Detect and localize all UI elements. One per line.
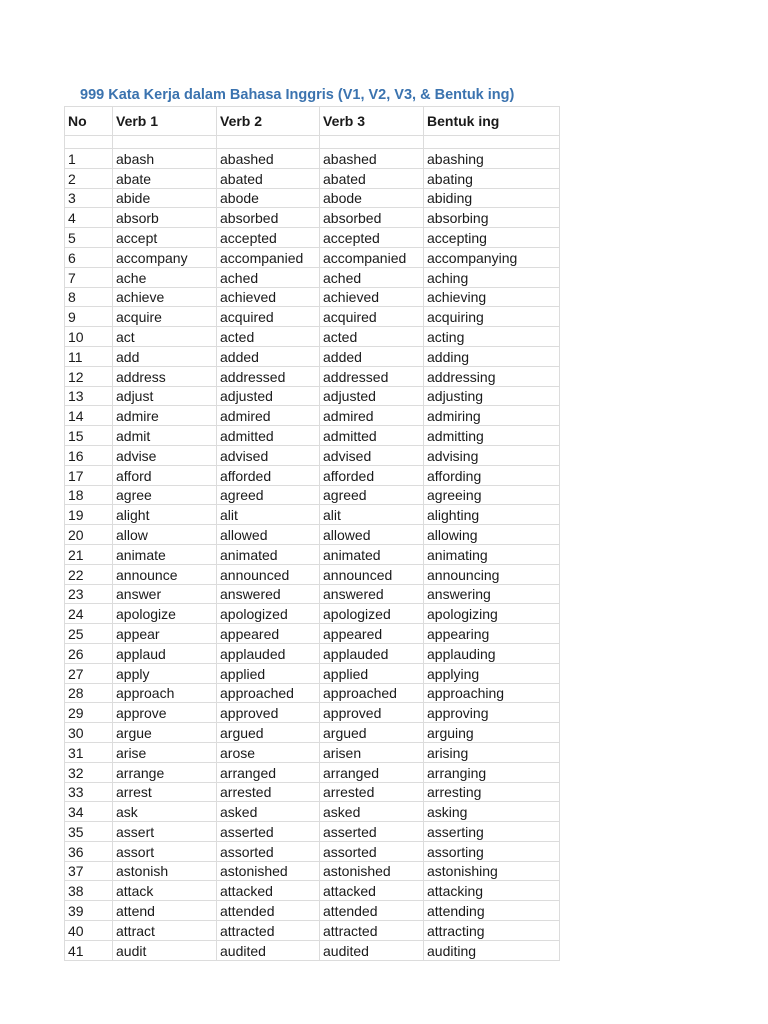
cell-no: 4 (65, 208, 113, 228)
cell-bentuk-ing: attacking (424, 881, 560, 901)
cell-verb-2: attracted (217, 921, 320, 941)
cell-verb-2: audited (217, 940, 320, 960)
cell-no: 30 (65, 723, 113, 743)
cell-verb-3: advised (320, 445, 424, 465)
cell-verb-2: applied (217, 663, 320, 683)
cell-verb-3: admired (320, 406, 424, 426)
cell-verb-3: attacked (320, 881, 424, 901)
cell-verb-2: achieved (217, 287, 320, 307)
cell-no: 13 (65, 386, 113, 406)
cell-bentuk-ing: achieving (424, 287, 560, 307)
table-row (65, 228, 560, 248)
cell-verb-3: added (320, 346, 424, 366)
table-row (65, 901, 560, 921)
table-row (65, 723, 560, 743)
table-row (65, 841, 560, 861)
table-row (65, 564, 560, 584)
table-row (65, 445, 560, 465)
table-row (65, 584, 560, 604)
cell-verb-3: admitted (320, 426, 424, 446)
cell-verb-2: agreed (217, 485, 320, 505)
cell-verb-2: applauded (217, 643, 320, 663)
cell-verb-3: assorted (320, 841, 424, 861)
cell-no: 5 (65, 228, 113, 248)
cell-verb-1: astonish (113, 861, 217, 881)
cell-bentuk-ing: attending (424, 901, 560, 921)
cell-verb-3: asserted (320, 822, 424, 842)
cell-verb-1: admire (113, 406, 217, 426)
cell-bentuk-ing: agreeing (424, 485, 560, 505)
cell-verb-1: allow (113, 525, 217, 545)
cell-verb-2: astonished (217, 861, 320, 881)
cell-verb-1: ache (113, 267, 217, 287)
table-row (65, 327, 560, 347)
cell-no: 34 (65, 802, 113, 822)
table-row (65, 742, 560, 762)
cell-no: 41 (65, 940, 113, 960)
cell-verb-1: approach (113, 683, 217, 703)
cell-verb-3: answered (320, 584, 424, 604)
table-spacer-row (65, 136, 560, 149)
cell-verb-3: approved (320, 703, 424, 723)
table-row (65, 822, 560, 842)
cell-verb-1: answer (113, 584, 217, 604)
cell-verb-2: arranged (217, 762, 320, 782)
cell-bentuk-ing: aching (424, 267, 560, 287)
cell-bentuk-ing: animating (424, 544, 560, 564)
cell-verb-1: announce (113, 564, 217, 584)
cell-bentuk-ing: adjusting (424, 386, 560, 406)
cell-verb-1: address (113, 366, 217, 386)
cell-verb-3: absorbed (320, 208, 424, 228)
cell-verb-3: astonished (320, 861, 424, 881)
cell-bentuk-ing: accepting (424, 228, 560, 248)
table-row (65, 485, 560, 505)
cell-bentuk-ing: abiding (424, 188, 560, 208)
table-row (65, 940, 560, 960)
cell-verb-3: arisen (320, 742, 424, 762)
cell-bentuk-ing: admitting (424, 426, 560, 446)
cell-verb-2: arose (217, 742, 320, 762)
table-row (65, 287, 560, 307)
table-row (65, 703, 560, 723)
cell-verb-1: appear (113, 624, 217, 644)
header-verb-1: Verb 1 (113, 107, 217, 136)
cell-verb-1: agree (113, 485, 217, 505)
empty-cell (217, 136, 320, 149)
cell-no: 19 (65, 505, 113, 525)
cell-bentuk-ing: attracting (424, 921, 560, 941)
cell-verb-3: arrested (320, 782, 424, 802)
cell-verb-2: addressed (217, 366, 320, 386)
cell-verb-3: accompanied (320, 247, 424, 267)
cell-verb-1: animate (113, 544, 217, 564)
table-row (65, 386, 560, 406)
cell-verb-3: achieved (320, 287, 424, 307)
cell-verb-1: audit (113, 940, 217, 960)
cell-no: 35 (65, 822, 113, 842)
header-bentuk-ing: Bentuk ing (424, 107, 560, 136)
cell-bentuk-ing: assorting (424, 841, 560, 861)
cell-bentuk-ing: approving (424, 703, 560, 723)
cell-verb-3: addressed (320, 366, 424, 386)
cell-bentuk-ing: announcing (424, 564, 560, 584)
cell-verb-2: acted (217, 327, 320, 347)
empty-cell (113, 136, 217, 149)
cell-verb-1: applaud (113, 643, 217, 663)
cell-bentuk-ing: arising (424, 742, 560, 762)
cell-no: 21 (65, 544, 113, 564)
cell-bentuk-ing: arresting (424, 782, 560, 802)
cell-verb-1: abate (113, 168, 217, 188)
cell-verb-3: adjusted (320, 386, 424, 406)
page-title: 999 Kata Kerja dalam Bahasa Inggris (V1, V2, V3, & Bentuk ing) (80, 87, 515, 103)
table-row (65, 921, 560, 941)
cell-verb-1: advise (113, 445, 217, 465)
cell-verb-1: attack (113, 881, 217, 901)
table-row (65, 782, 560, 802)
cell-verb-3: approached (320, 683, 424, 703)
cell-bentuk-ing: abating (424, 168, 560, 188)
cell-verb-2: acquired (217, 307, 320, 327)
cell-verb-2: added (217, 346, 320, 366)
cell-bentuk-ing: auditing (424, 940, 560, 960)
table-row (65, 149, 560, 169)
cell-no: 7 (65, 267, 113, 287)
cell-bentuk-ing: astonishing (424, 861, 560, 881)
cell-bentuk-ing: applauding (424, 643, 560, 663)
cell-verb-3: apologized (320, 604, 424, 624)
cell-verb-1: acquire (113, 307, 217, 327)
cell-verb-3: accepted (320, 228, 424, 248)
cell-verb-3: abated (320, 168, 424, 188)
cell-verb-3: allowed (320, 525, 424, 545)
cell-verb-3: applied (320, 663, 424, 683)
cell-verb-2: argued (217, 723, 320, 743)
cell-no: 29 (65, 703, 113, 723)
cell-no: 20 (65, 525, 113, 545)
cell-verb-1: assert (113, 822, 217, 842)
cell-no: 3 (65, 188, 113, 208)
table-row (65, 406, 560, 426)
header-verb-3: Verb 3 (320, 107, 424, 136)
cell-bentuk-ing: affording (424, 465, 560, 485)
table-row (65, 307, 560, 327)
cell-verb-2: animated (217, 544, 320, 564)
cell-verb-2: abated (217, 168, 320, 188)
cell-verb-3: afforded (320, 465, 424, 485)
table-row (65, 861, 560, 881)
cell-no: 40 (65, 921, 113, 941)
cell-bentuk-ing: asserting (424, 822, 560, 842)
cell-no: 1 (65, 149, 113, 169)
cell-bentuk-ing: abashing (424, 149, 560, 169)
cell-no: 16 (65, 445, 113, 465)
cell-verb-3: acted (320, 327, 424, 347)
table-row (65, 683, 560, 703)
cell-verb-3: announced (320, 564, 424, 584)
cell-bentuk-ing: advising (424, 445, 560, 465)
cell-verb-2: advised (217, 445, 320, 465)
cell-no: 24 (65, 604, 113, 624)
cell-bentuk-ing: approaching (424, 683, 560, 703)
cell-verb-1: attend (113, 901, 217, 921)
cell-bentuk-ing: addressing (424, 366, 560, 386)
cell-verb-2: announced (217, 564, 320, 584)
header-no: No (65, 107, 113, 136)
cell-verb-1: abash (113, 149, 217, 169)
cell-no: 6 (65, 247, 113, 267)
cell-verb-2: allowed (217, 525, 320, 545)
table-row (65, 663, 560, 683)
cell-verb-1: achieve (113, 287, 217, 307)
cell-verb-1: adjust (113, 386, 217, 406)
verb-table (64, 106, 560, 961)
cell-bentuk-ing: arranging (424, 762, 560, 782)
cell-verb-3: abashed (320, 149, 424, 169)
cell-bentuk-ing: absorbing (424, 208, 560, 228)
table-row (65, 643, 560, 663)
cell-no: 14 (65, 406, 113, 426)
table-row (65, 544, 560, 564)
cell-verb-2: arrested (217, 782, 320, 802)
cell-verb-2: alit (217, 505, 320, 525)
cell-verb-1: assort (113, 841, 217, 861)
cell-verb-3: ached (320, 267, 424, 287)
cell-verb-2: absorbed (217, 208, 320, 228)
cell-bentuk-ing: adding (424, 346, 560, 366)
cell-verb-2: admired (217, 406, 320, 426)
cell-verb-1: accompany (113, 247, 217, 267)
cell-bentuk-ing: acquiring (424, 307, 560, 327)
cell-no: 31 (65, 742, 113, 762)
cell-verb-2: attacked (217, 881, 320, 901)
cell-verb-1: act (113, 327, 217, 347)
cell-verb-2: abode (217, 188, 320, 208)
cell-verb-1: add (113, 346, 217, 366)
table-row (65, 762, 560, 782)
cell-no: 23 (65, 584, 113, 604)
cell-no: 28 (65, 683, 113, 703)
cell-verb-2: attended (217, 901, 320, 921)
cell-verb-1: arise (113, 742, 217, 762)
cell-verb-3: attended (320, 901, 424, 921)
cell-verb-2: admitted (217, 426, 320, 446)
cell-verb-1: absorb (113, 208, 217, 228)
cell-no: 12 (65, 366, 113, 386)
cell-no: 25 (65, 624, 113, 644)
cell-bentuk-ing: alighting (424, 505, 560, 525)
cell-no: 18 (65, 485, 113, 505)
empty-cell (65, 136, 113, 149)
cell-verb-2: approved (217, 703, 320, 723)
cell-bentuk-ing: applying (424, 663, 560, 683)
cell-no: 37 (65, 861, 113, 881)
table-row (65, 465, 560, 485)
cell-verb-3: agreed (320, 485, 424, 505)
cell-verb-2: apologized (217, 604, 320, 624)
cell-verb-3: alit (320, 505, 424, 525)
cell-verb-1: ask (113, 802, 217, 822)
cell-verb-3: audited (320, 940, 424, 960)
table-row (65, 346, 560, 366)
table-row (65, 525, 560, 545)
cell-verb-1: alight (113, 505, 217, 525)
cell-bentuk-ing: acting (424, 327, 560, 347)
cell-verb-1: apply (113, 663, 217, 683)
header-verb-2: Verb 2 (217, 107, 320, 136)
cell-verb-3: abode (320, 188, 424, 208)
cell-no: 15 (65, 426, 113, 446)
cell-no: 10 (65, 327, 113, 347)
cell-verb-3: arranged (320, 762, 424, 782)
verb-table-body (65, 107, 560, 961)
cell-no: 33 (65, 782, 113, 802)
cell-verb-1: arrange (113, 762, 217, 782)
cell-bentuk-ing: accompanying (424, 247, 560, 267)
cell-no: 9 (65, 307, 113, 327)
table-row (65, 604, 560, 624)
cell-no: 38 (65, 881, 113, 901)
cell-no: 22 (65, 564, 113, 584)
cell-bentuk-ing: answering (424, 584, 560, 604)
cell-verb-1: abide (113, 188, 217, 208)
cell-verb-1: apologize (113, 604, 217, 624)
cell-bentuk-ing: arguing (424, 723, 560, 743)
table-row (65, 802, 560, 822)
cell-bentuk-ing: admiring (424, 406, 560, 426)
empty-cell (424, 136, 560, 149)
cell-verb-2: answered (217, 584, 320, 604)
cell-verb-3: attracted (320, 921, 424, 941)
cell-no: 36 (65, 841, 113, 861)
cell-verb-2: accepted (217, 228, 320, 248)
cell-no: 2 (65, 168, 113, 188)
cell-verb-2: afforded (217, 465, 320, 485)
cell-verb-2: assorted (217, 841, 320, 861)
cell-verb-2: accompanied (217, 247, 320, 267)
cell-bentuk-ing: appearing (424, 624, 560, 644)
table-row (65, 881, 560, 901)
table-row (65, 188, 560, 208)
table-row (65, 267, 560, 287)
cell-verb-1: admit (113, 426, 217, 446)
table-row (65, 505, 560, 525)
cell-bentuk-ing: allowing (424, 525, 560, 545)
cell-verb-2: approached (217, 683, 320, 703)
cell-verb-2: adjusted (217, 386, 320, 406)
cell-verb-3: asked (320, 802, 424, 822)
cell-verb-1: approve (113, 703, 217, 723)
cell-no: 17 (65, 465, 113, 485)
cell-verb-2: asked (217, 802, 320, 822)
table-row (65, 624, 560, 644)
cell-verb-2: asserted (217, 822, 320, 842)
table-header-row (65, 107, 560, 136)
cell-verb-1: arrest (113, 782, 217, 802)
cell-verb-3: appeared (320, 624, 424, 644)
table-row (65, 426, 560, 446)
cell-verb-2: abashed (217, 149, 320, 169)
table-row (65, 208, 560, 228)
cell-verb-1: accept (113, 228, 217, 248)
cell-verb-3: acquired (320, 307, 424, 327)
cell-verb-1: argue (113, 723, 217, 743)
cell-verb-3: animated (320, 544, 424, 564)
cell-verb-3: applauded (320, 643, 424, 663)
cell-no: 8 (65, 287, 113, 307)
cell-verb-2: appeared (217, 624, 320, 644)
cell-verb-1: attract (113, 921, 217, 941)
cell-verb-2: ached (217, 267, 320, 287)
cell-bentuk-ing: asking (424, 802, 560, 822)
cell-no: 27 (65, 663, 113, 683)
cell-no: 39 (65, 901, 113, 921)
cell-no: 32 (65, 762, 113, 782)
table-row (65, 168, 560, 188)
cell-no: 26 (65, 643, 113, 663)
cell-verb-3: argued (320, 723, 424, 743)
table-row (65, 366, 560, 386)
empty-cell (320, 136, 424, 149)
table-row (65, 247, 560, 267)
cell-no: 11 (65, 346, 113, 366)
cell-verb-1: afford (113, 465, 217, 485)
cell-bentuk-ing: apologizing (424, 604, 560, 624)
